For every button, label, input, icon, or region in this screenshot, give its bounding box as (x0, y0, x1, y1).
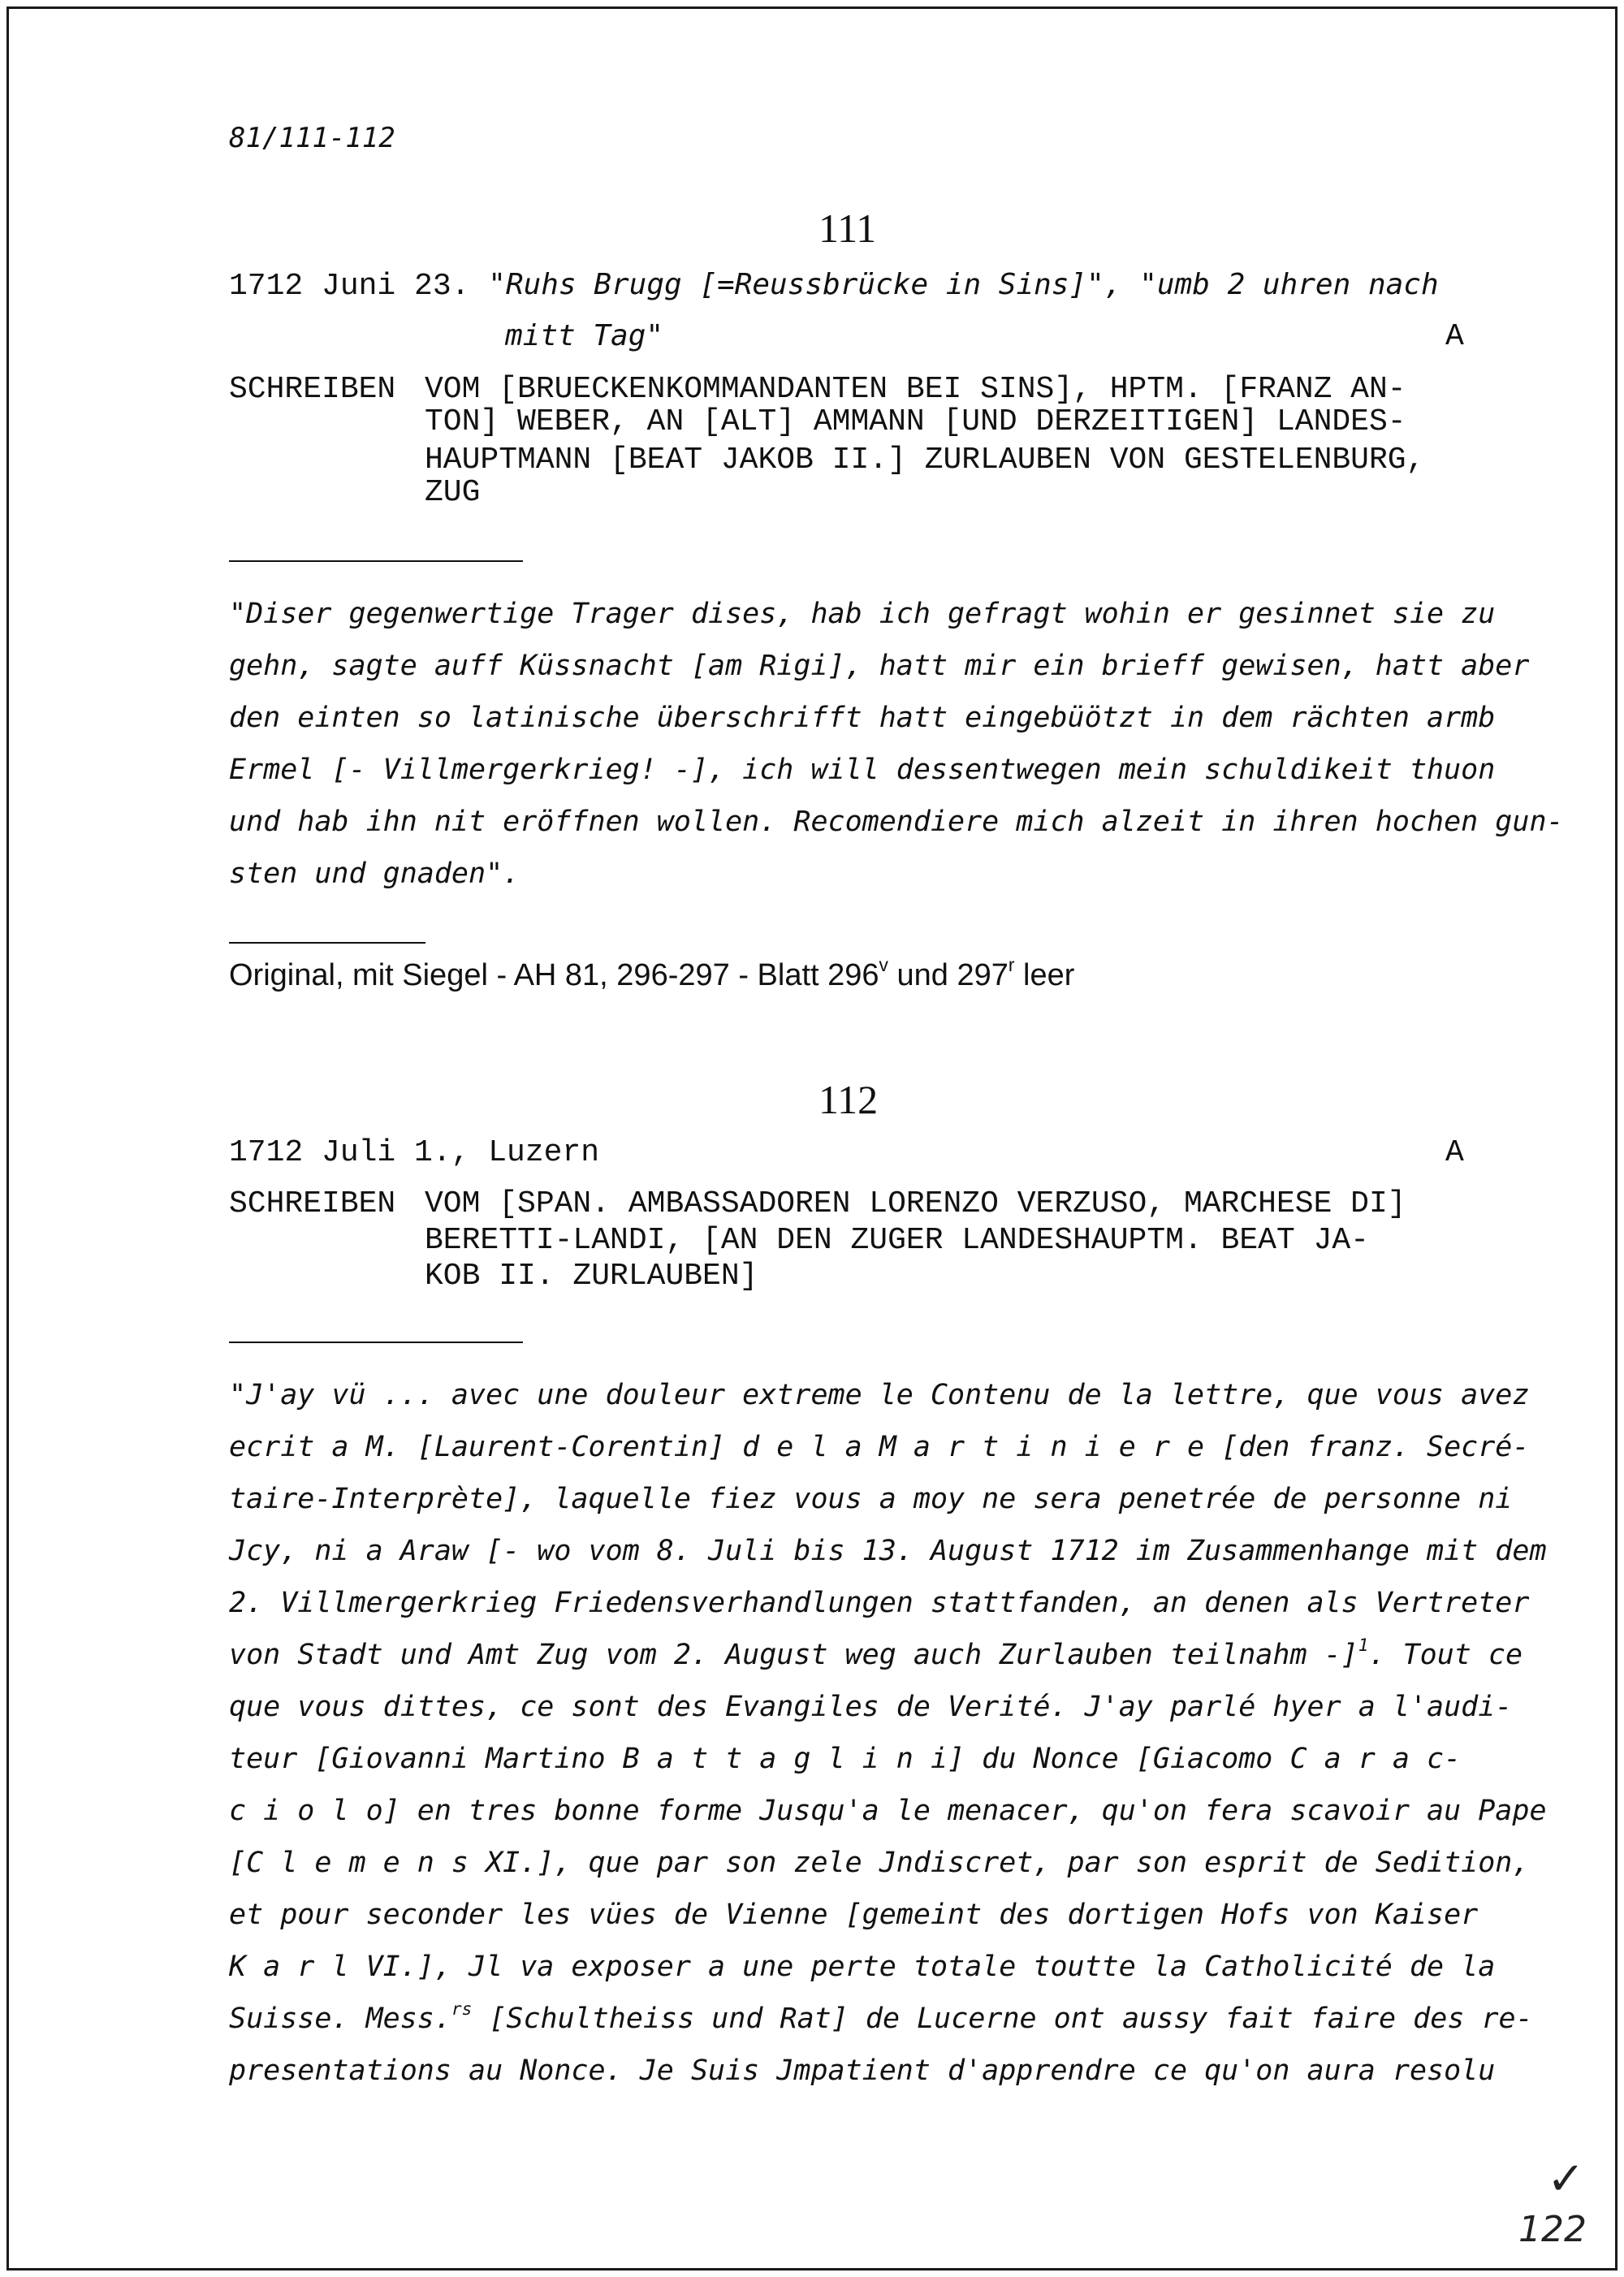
doc112-desc-line: BERETTI-LANDI, [AN DEN ZUGER LANDESHAUPTM. BEAT JA- (425, 1223, 1369, 1258)
doc112-desc-line: KOB II. ZURLAUBEN] (425, 1259, 758, 1294)
doc111-source-note (229, 953, 1075, 993)
source-note-sup: v (879, 953, 888, 975)
doc112-text-line: 2. Villmergerkrieg Friedensverhandlungen stattfanden, an denen als Vertreter (229, 1587, 1530, 1619)
doc111-desc-line: HAUPTMANN [BEAT JAKOB II.] ZURLAUBEN VON GESTELENBURG, (425, 443, 1425, 477)
doc111-archive-mark: A (1445, 319, 1464, 354)
separator-rule (229, 1342, 523, 1343)
document-number-111: 111 (818, 205, 877, 251)
doc111-text-line: und hab ihn nit eröffnen wollen. Recomendiere mich alzeit in ihren hochen gun- (229, 806, 1564, 838)
doc112-text-line: Jcy, ni a Araw [- wo vom 8. Juli bis 13. August 1712 im Zusammenhange mit dem (229, 1535, 1547, 1567)
doc112-text-line (229, 1999, 1533, 2035)
doc111-place-quote: "Ruhs Brugg [=Reussbrücke in Sins]", "umb 2 uhren nach (488, 268, 1439, 301)
superscript: rs (451, 1999, 473, 2020)
doc111-desc-line: TON] WEBER, AN [ALT] AMMANN [UND DERZEITIGEN] LANDES- (425, 404, 1406, 439)
doc111-text-line: sten und gnaden". (229, 858, 520, 890)
doc112-text-line: taire-Interprète], laquelle fiez vous a moy ne sera penetrée de personne ni (229, 1483, 1513, 1515)
doc112-text-line-start: Suisse. Mess. (229, 2003, 451, 2035)
doc111-date: 1712 Juni 23. (229, 269, 489, 304)
doc112-text-line: "J'ay vü ... avec une douleur extreme le Contenu de la lettre, que vous avez (229, 1379, 1530, 1411)
footnote-marker: 1 (1358, 1635, 1369, 1656)
doc112-type: SCHREIBEN (229, 1186, 396, 1221)
separator-rule (229, 942, 425, 944)
doc112-desc-line: VOM [SPAN. AMBASSADOREN LORENZO VERZUSO, MARCHESE DI] (425, 1186, 1406, 1221)
doc112-text-line-start: von Stadt und Amt Zug vom 2. August weg auch Zurlauben teilnahm -] (229, 1639, 1358, 1671)
doc112-text-line: ecrit a M. [Laurent-Corentin] d e l a M a r t i n i e r e [den franz. Secré- (229, 1431, 1530, 1463)
document-number-112: 112 (818, 1077, 879, 1122)
doc111-desc-line: VOM [BRUECKENKOMMANDANTEN BEI SINS], HPTM. [FRANZ AN- (425, 372, 1406, 407)
doc112-text-line-end: . Tout ce (1368, 1639, 1523, 1671)
doc112-text-line: [C l e m e n s XI.], que par son zele Jndiscret, par son esprit de Sedition, (229, 1847, 1530, 1879)
doc112-text-line (229, 1635, 1523, 1671)
page-reference: 81/111-112 (229, 122, 395, 154)
source-note-sup: r (1008, 953, 1015, 975)
doc111-type: SCHREIBEN (229, 372, 396, 407)
doc111-text-line: Ermel [- Villmergerkrieg! -], ich will dessentwegen mein schuldikeit thuon (229, 754, 1496, 786)
doc112-text-line: teur [Giovanni Martino B a t t a g l i n i] du Nonce [Giacomo C a r a c- (229, 1743, 1462, 1775)
doc112-text-line-end: [Schultheiss und Rat] de Lucerne ont aussy fait faire des re- (472, 2003, 1533, 2035)
doc112-text-line: presentations au Nonce. Je Suis Jmpatient d'apprendre ce qu'on aura resolu (229, 2054, 1496, 2087)
source-note-mid: und 297 (888, 958, 1009, 992)
separator-rule (229, 560, 523, 562)
folio-number: 122 (1518, 2209, 1587, 2250)
doc111-place-quote-cont: mitt Tag" (505, 319, 664, 352)
doc112-text-line: K a r l VI.], Jl va exposer a une perte totale toutte la Catholicité de la (229, 1951, 1496, 1983)
doc112-date-line: 1712 Juli 1., Luzern (229, 1135, 600, 1170)
doc111-text-line: "Diser gegenwertige Trager dises, hab ich gefragt wohin er gesinnet sie zu (229, 598, 1496, 630)
doc111-date-line (229, 266, 1439, 304)
doc112-text-line: que vous dittes, ce sont des Evangiles de Verité. J'ay parlé hyer a l'audi- (229, 1691, 1513, 1723)
source-note-prefix: Original, mit Siegel - AH 81, 296-297 - Blatt 296 (229, 958, 879, 992)
doc112-text-line: et pour seconder les vües de Vienne [gemeint des dortigen Hofs von Kaiser (229, 1899, 1479, 1931)
doc112-text-line: c i o l o] en tres bonne forme Jusqu'a le menacer, qu'on fera scavoir au Pape (229, 1795, 1547, 1827)
checkmark-annotation: ✓ (1547, 2153, 1585, 2204)
doc112-archive-mark: A (1445, 1135, 1464, 1170)
doc111-text-line: gehn, sagte auff Küssnacht [am Rigi], hatt mir ein brieff gewisen, hatt aber (229, 650, 1530, 682)
doc111-text-line: den einten so latinische überschrifft hatt eingebüötzt in dem rächten armb (229, 702, 1496, 734)
doc111-desc-line: ZUG (425, 475, 481, 510)
source-note-suffix: leer (1014, 958, 1075, 992)
